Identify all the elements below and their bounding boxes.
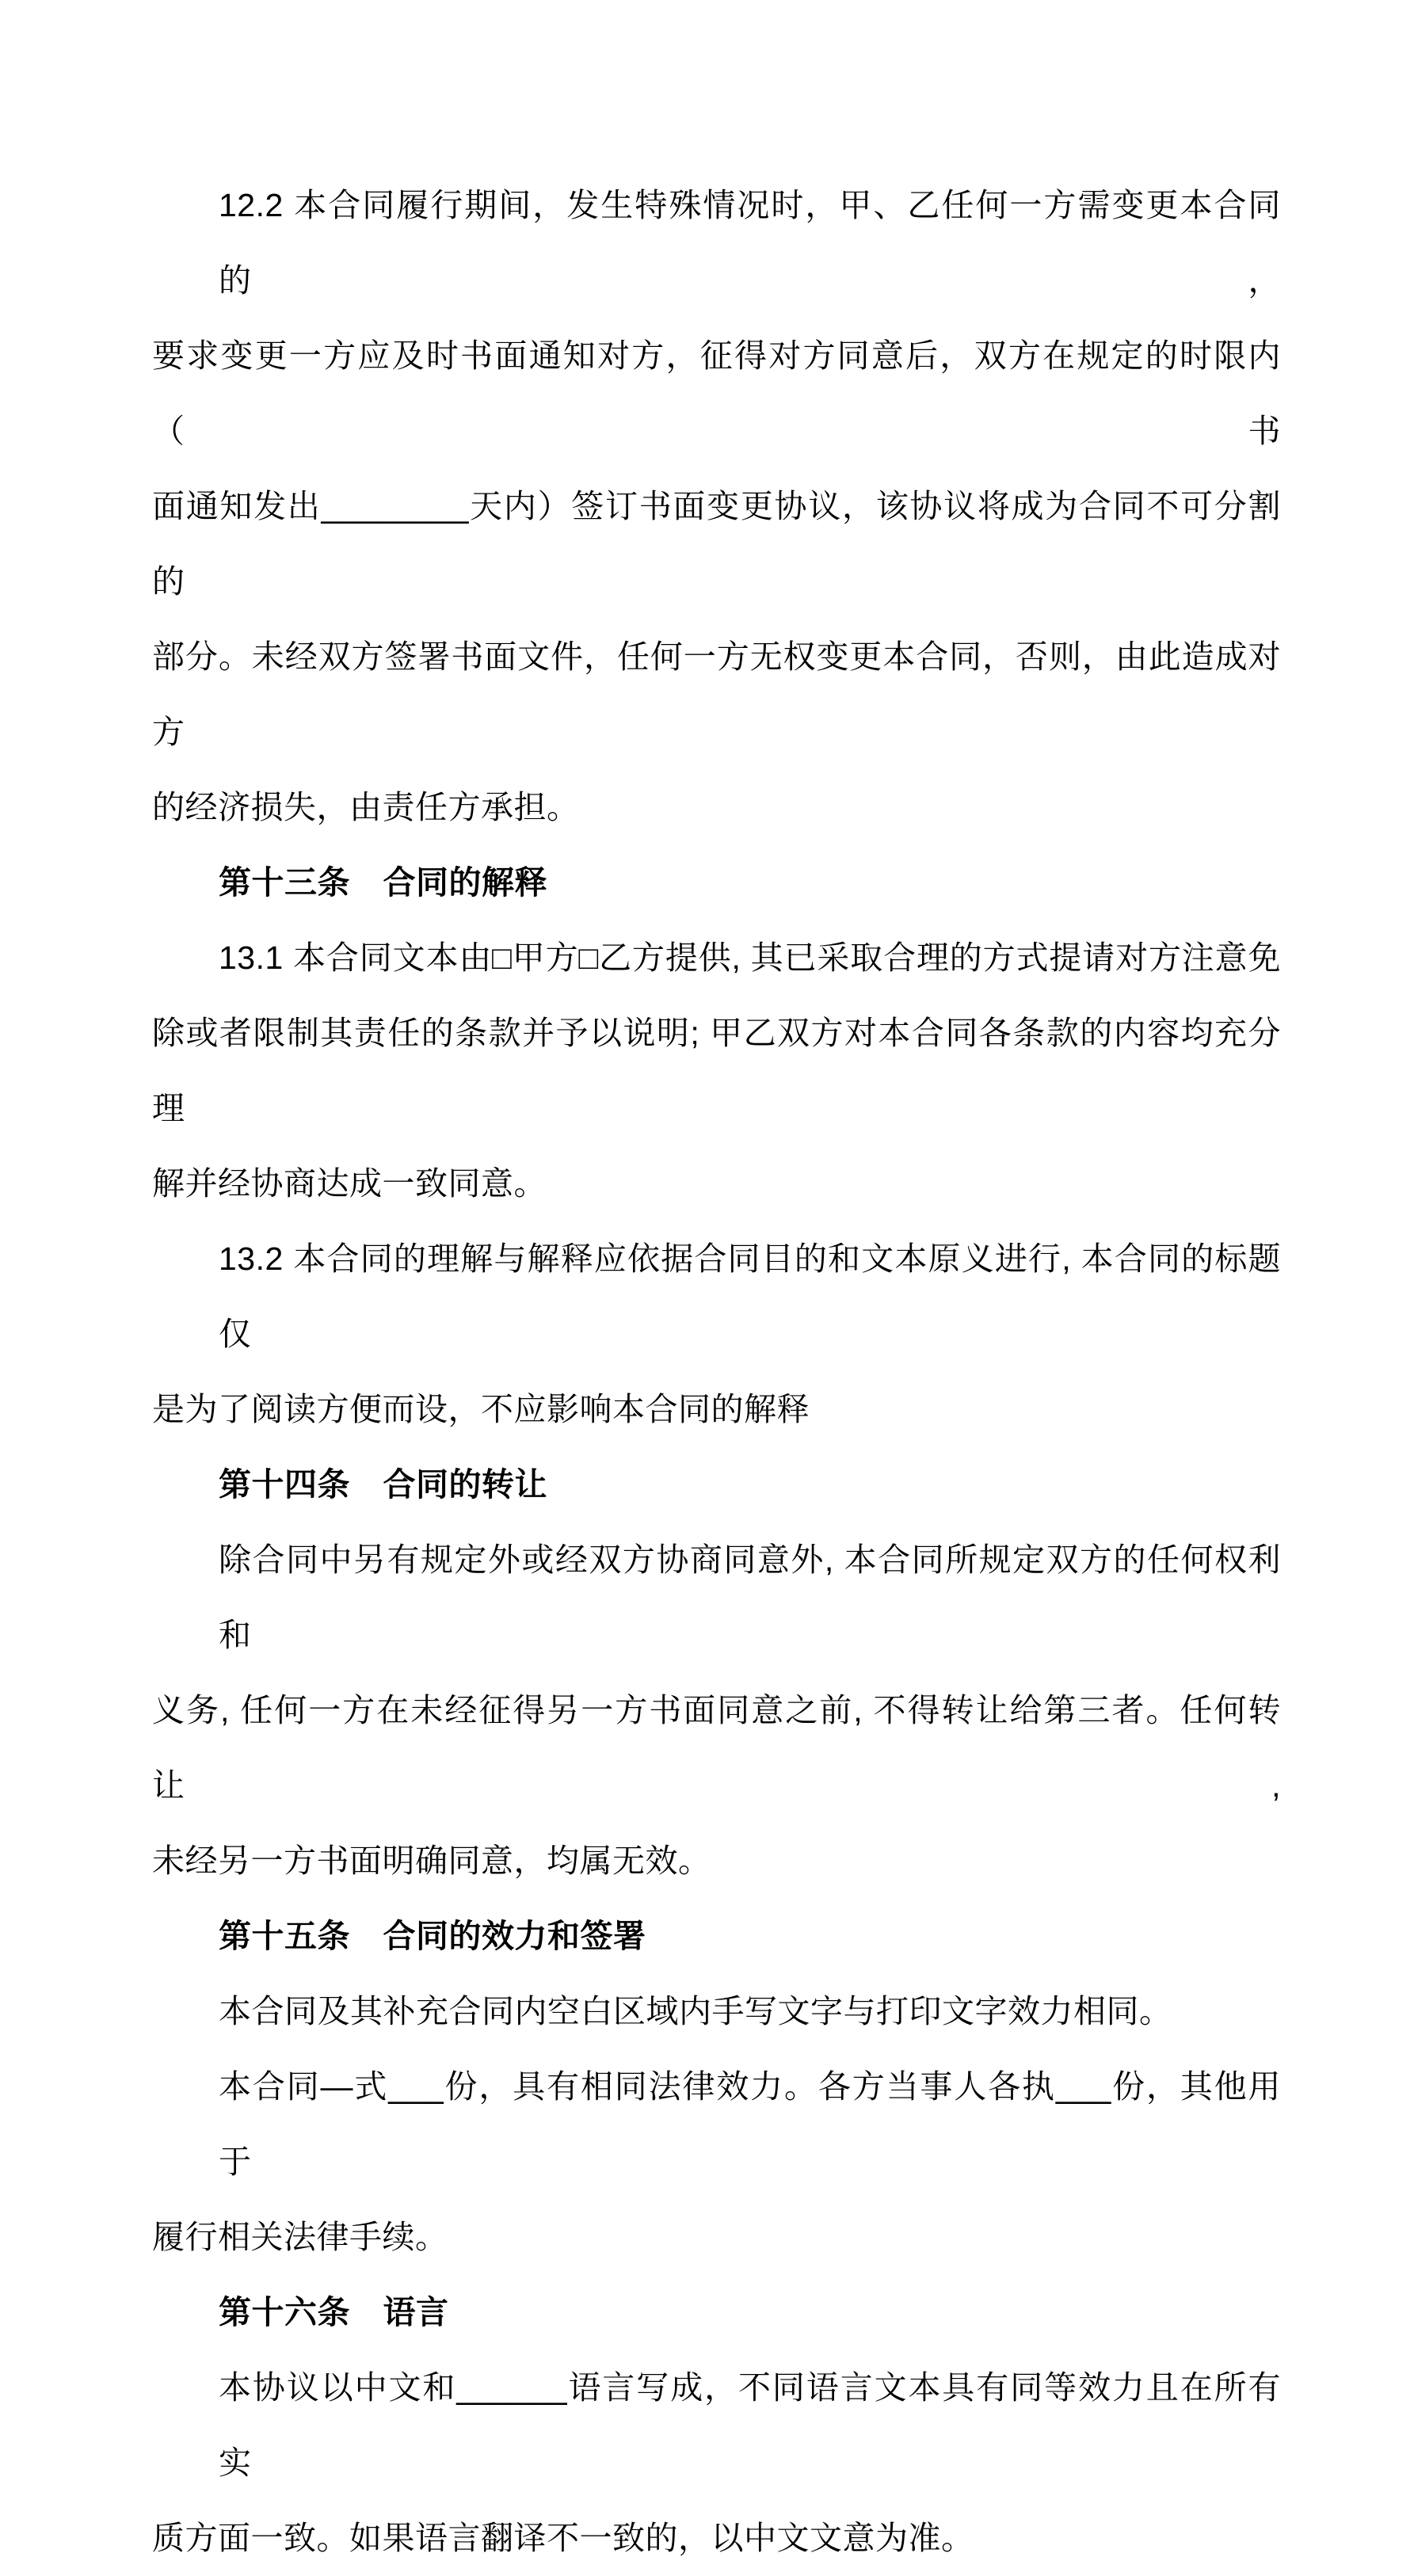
document-line: 12.2 本合同履行期间，发生特殊情况时，甲、乙任何一方需变更本合同的， <box>219 187 1281 299</box>
document-line: 本合同及其补充合同内空白区域内手写文字与打印文字效力相同。 <box>219 1993 1172 2029</box>
document-line: 第十四条 合同的转让 <box>219 1466 547 1503</box>
document-line: 义务, 任何一方在未经征得另一方书面同意之前, 不得转让给第三者。任何转让, <box>152 1692 1281 1804</box>
document-line: 除或者限制其责任的条款并予以说明; 甲乙双方对本合同各条款的内容均充分理 <box>152 1015 1281 1126</box>
document-line: 本合同—式___份，具有相同法律效力。各方当事人各执___份，其他用于 <box>219 2068 1281 2180</box>
document-line: 第十六条 语言 <box>219 2294 449 2330</box>
document-line: 本协议以中文和______语言写成，不同语言文本具有同等效力且在所有实 <box>219 2369 1281 2481</box>
document-line: 第十三条 合同的解释 <box>219 864 547 901</box>
document-line: 13.1 本合同文本由□甲方□乙方提供, 其已采取合理的方式提请对方注意免 <box>219 939 1281 976</box>
document-line: 要求变更一方应及时书面通知对方，征得对方同意后，双方在规定的时限内（书 <box>152 337 1281 449</box>
document-line: 是为了阅读方便而设，不应影响本合同的解释 <box>152 1391 810 1427</box>
document-line: 除合同中另有规定外或经双方协商同意外, 本合同所规定双方的任何权利和 <box>219 1541 1281 1653</box>
document-line: 未经另一方书面明确同意，均属无效。 <box>152 1842 711 1879</box>
document-line: 部分。未经双方签署书面文件，任何一方无权变更本合同，否则，由此造成对方 <box>152 638 1281 750</box>
document-line: 13.2 本合同的理解与解释应依据合同目的和文本原义进行, 本合同的标题仅 <box>219 1240 1281 1352</box>
document-line: 第十五条 合同的效力和签署 <box>219 1918 646 1954</box>
document-line: 面通知发出________天内）签订书面变更协议，该协议将成为合同不可分割的 <box>152 488 1281 600</box>
document-line: 解并经协商达成一致同意。 <box>152 1165 547 1202</box>
document-line: 履行相关法律手续。 <box>152 2219 448 2255</box>
document-line: 质方面一致。如果语言翻译不一致的，以中文文意为准。 <box>152 2520 974 2556</box>
document-line: 的经济损失，由责任方承担。 <box>152 789 580 825</box>
document-body <box>152 168 1281 2576</box>
